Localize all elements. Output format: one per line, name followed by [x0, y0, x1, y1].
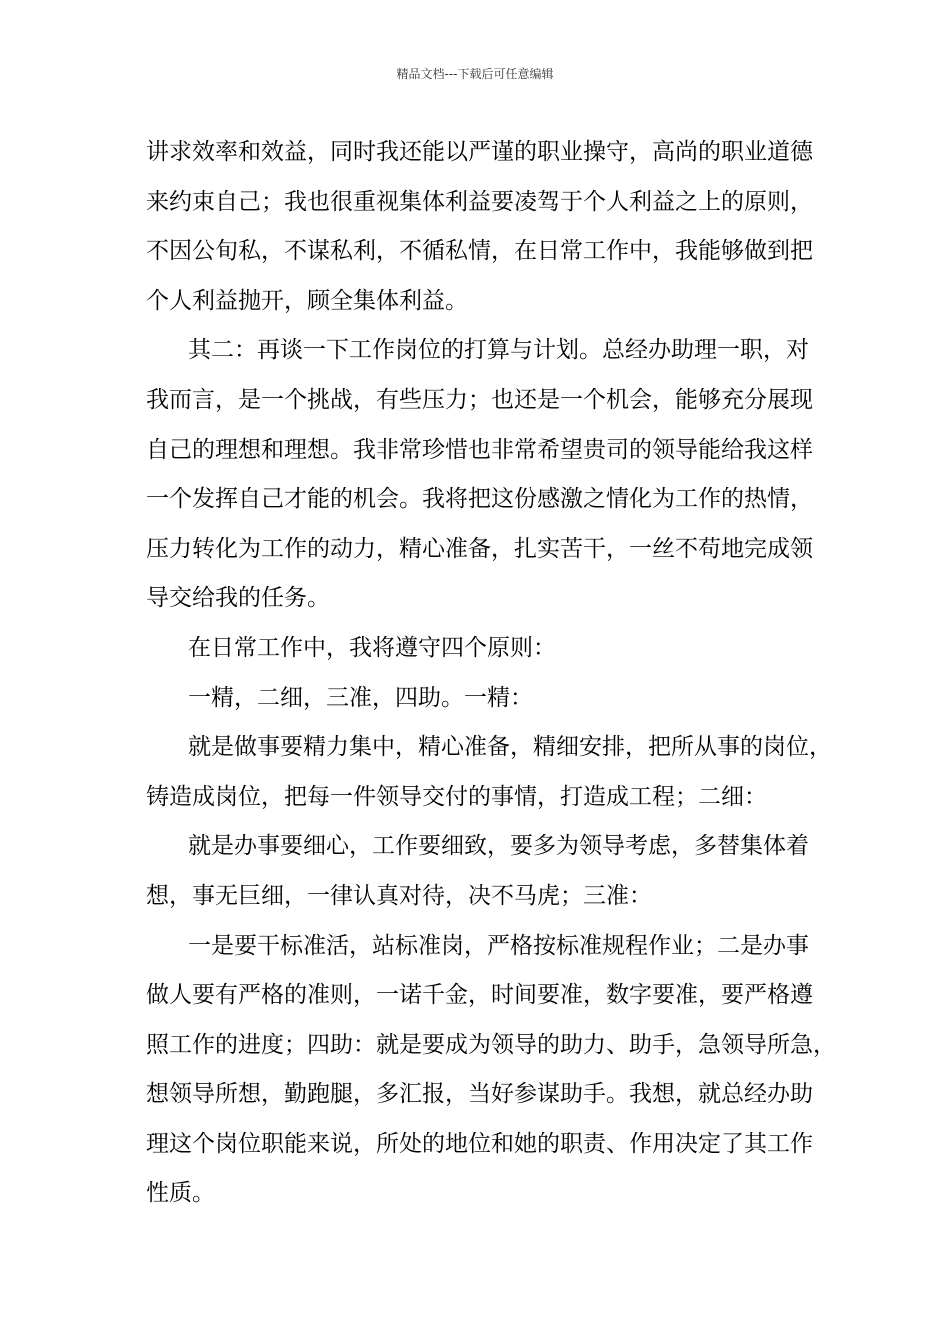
text-line: 压力转化为工作的动力，精心准备，扎实苦干，一丝不苟地完成领: [146, 535, 813, 562]
text-line: 理这个岗位职能来说，所处的地位和她的职责、作用决定了其工作: [146, 1130, 813, 1157]
page-header: 精品文档---下载后可任意编辑: [396, 67, 554, 81]
text-line: 不因公旬私，不谋私利，不循私情，在日常工作中，我能够做到把: [146, 238, 813, 265]
text-line: 其二：再谈一下工作岗位的打算与计划。总经办助理一职，对: [188, 337, 809, 364]
text-line: 就是办事要细心，工作要细致，要多为领导考虑，多替集体着: [188, 833, 809, 860]
text-line: 想，事无巨细，一律认真对待，决不马虎；三准：: [146, 882, 652, 909]
text-line: 一个发挥自己才能的机会。我将把这份感激之情化为工作的热情，: [146, 486, 813, 513]
text-line: 铸造成岗位，把每一件领导交付的事情，打造成工程；二细：: [146, 783, 767, 810]
text-line: 个人利益抛开，顾全集体利益。: [146, 287, 468, 314]
text-line: 自己的理想和理想。我非常珍惜也非常希望贵司的领导能给我这样: [146, 436, 813, 463]
text-line: 一是要干标准活，站标准岗，严格按标准规程作业；二是办事: [188, 932, 809, 959]
text-line: 就是做事要精力集中，精心准备，精细安排，把所从事的岗位，: [188, 734, 832, 761]
text-line: 想领导所想，勤跑腿，多汇报，当好参谋助手。我想，就总经办助: [146, 1081, 813, 1108]
text-line: 一精，二细，三准，四助。一精：: [188, 684, 533, 711]
text-line: 性质。: [146, 1180, 215, 1207]
text-line: 来约束自己；我也很重视集体利益要凌驾于个人利益之上的原则，: [146, 188, 813, 215]
text-line: 我而言，是一个挑战，有些压力；也还是一个机会，能够充分展现: [146, 386, 813, 413]
text-line: 讲求效率和效益，同时我还能以严谨的职业操守，高尚的职业道德: [146, 139, 813, 165]
text-line: 导交给我的任务。: [146, 585, 330, 612]
document-body: [146, 128, 836, 1219]
text-line: 做人要有严格的准则，一诺千金，时间要准，数字要准，要严格遵: [146, 982, 813, 1009]
text-line: 在日常工作中，我将遵守四个原则：: [188, 634, 556, 661]
text-line: 照工作的进度；四助：就是要成为领导的助力、助手，急领导所急，: [146, 1031, 836, 1058]
